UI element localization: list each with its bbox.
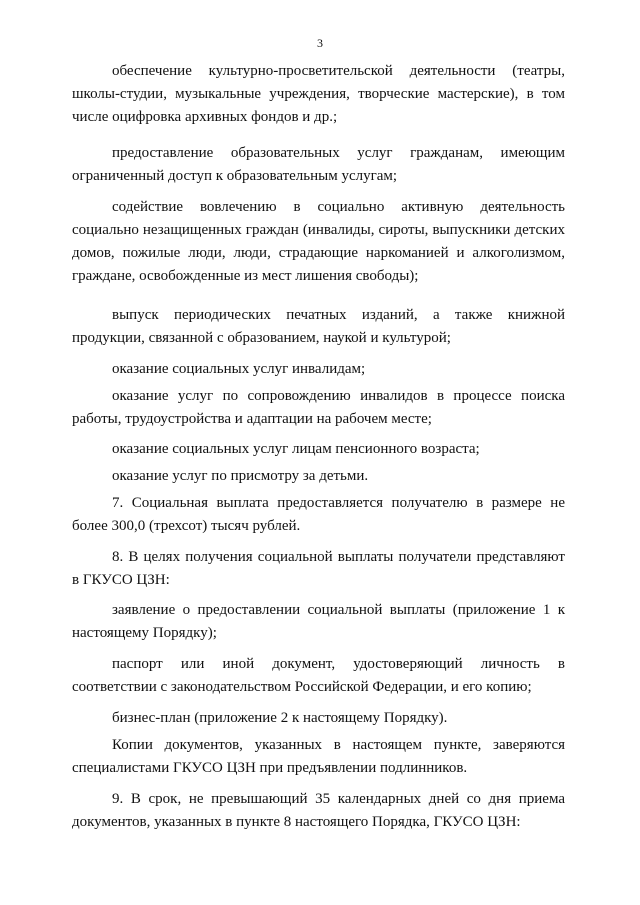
paragraph: оказание социальных услуг инвалидам; [112, 361, 366, 377]
paragraph: обеспечение культурно-просветительской деятельности (театры, школы-студии, музыкальные учреждения, творческие мастерские), в том числе оцифровка архивных фондов и др.; [72, 63, 565, 125]
paragraph: Копии документов, указанных в настоящем пункте, заверяются специалистами ГКУСО ЦЗН при предъявлении подлинников. [72, 737, 565, 776]
paragraph: заявление о предоставлении социальной выплаты (приложение 1 к настоящему Порядку); [72, 602, 565, 641]
paragraph: 7. Социальная выплата предоставляется получателю в размере не более 300,0 (трехсот) тысяч рублей. [72, 495, 565, 534]
paragraph: выпуск периодических печатных изданий, а также книжной продукции, связанной с образованием, наукой и культурой; [72, 307, 565, 346]
page-number: 3 [317, 36, 323, 50]
paragraph: оказание социальных услуг лицам пенсионного возраста; [112, 441, 480, 457]
paragraph: оказание услуг по присмотру за детьми. [112, 468, 369, 484]
paragraph: 8. В целях получения социальной выплаты получатели представляют в ГКУСО ЦЗН: [72, 549, 565, 588]
paragraph: оказание услуг по сопровождению инвалидов в процессе поиска работы, трудоустройства и адаптации на рабочем месте; [72, 388, 565, 427]
paragraph: 9. В срок, не превышающий 35 календарных дней со дня приема документов, указанных в пункте 8 настоящего Порядка, ГКУСО ЦЗН: [72, 791, 565, 830]
paragraph: содействие вовлечению в социально активную деятельность социально незащищенных граждан (инвалиды, сироты, выпускники детских домов, пожилые люди, люди, страдающие наркоманией и алкоголизмом, граждане, освобожденные из мест лишения свободы); [72, 199, 565, 284]
paragraph: предоставление образовательных услуг гражданам, имеющим ограниченный доступ к образовательным услугам; [72, 145, 565, 184]
paragraph: бизнес-план (приложение 2 к настоящему Порядку). [112, 710, 448, 726]
paragraph: паспорт или иной документ, удостоверяющий личность в соответствии с законодательством Российской Федерации, и его копию; [72, 656, 565, 695]
